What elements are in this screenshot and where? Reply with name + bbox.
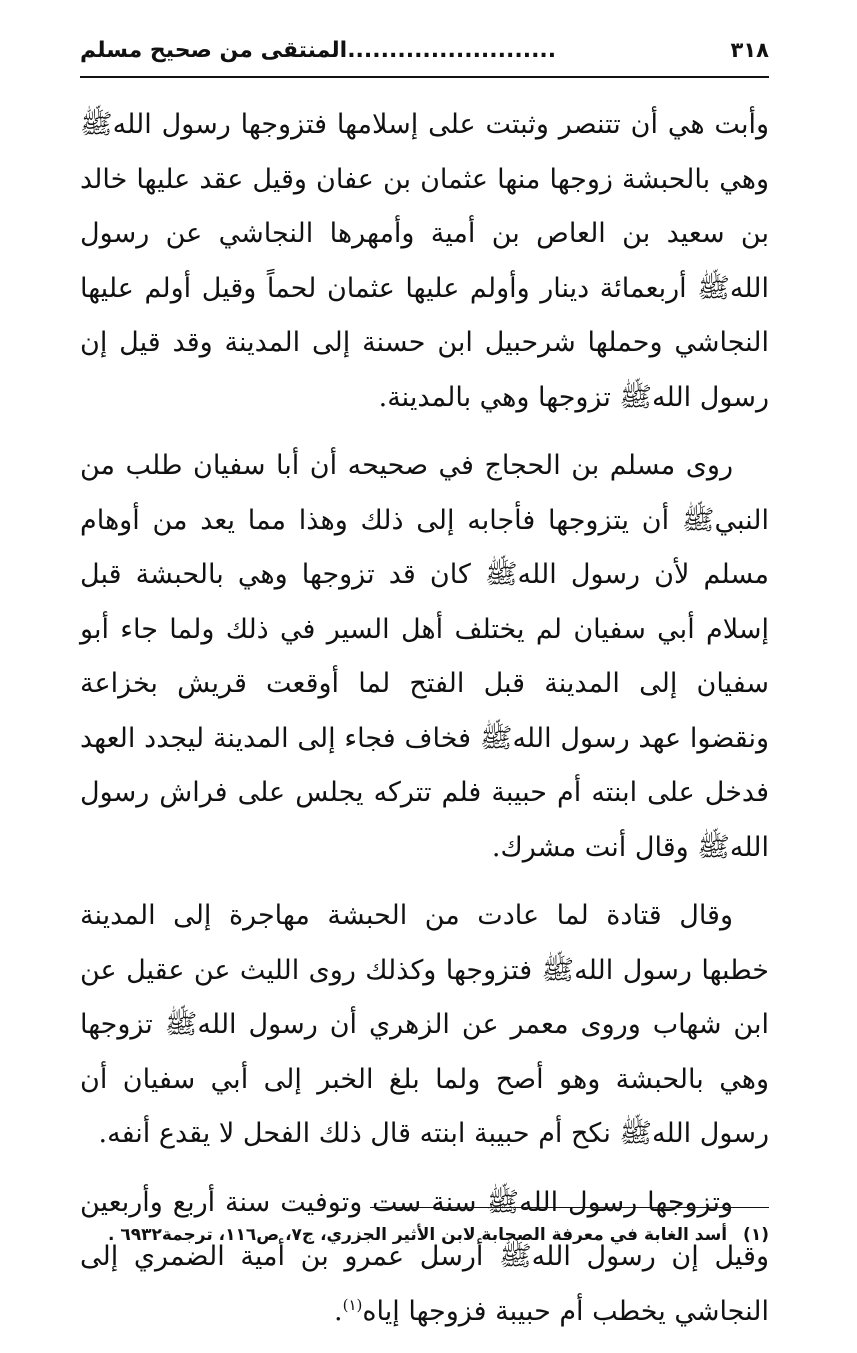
title-dots: ......................... bbox=[347, 37, 557, 63]
footnote-text: أسد الغابة في معرفة الصحابة لابن الأثير الجزري، ج٧، ص١١٦، ترجمة٦٩٣٢ . bbox=[107, 1225, 728, 1245]
paragraph-4-text: وتزوجها رسول اللهﷺ سنة ست وتوفيت سنة أربع وأربعين وقيل إن رسول اللهﷺ أرسل عمرو بن أمية الضمري إلى النجاشي يخطب أم حبيبة فزوجها إياه bbox=[80, 1186, 769, 1327]
main-text bbox=[80, 98, 769, 1353]
running-title-text: المنتقى من صحيح مسلم bbox=[80, 37, 348, 63]
paragraph-1: وأبت هي أن تتنصر وثبتت على إسلامها فتزوجها رسول اللهﷺ وهي بالحبشة زوجها منها عثمان بن عفان وقيل عقد عليها خالد بن سعيد بن العاص بن أمية وأمهرها النجاشي عن رسول اللهﷺ أربعمائة دينار وأولم عليها عثمان لحماً وقيل أولم عليها النجاشي وحملها شرحبيل ابن حسنة إلى المدينة وقد قيل إن رسول اللهﷺ تزوجها وهي بالمدينة. bbox=[80, 109, 769, 413]
footnote bbox=[80, 1220, 769, 1250]
paragraph-3: وقال قتادة لما عادت من الحبشة مهاجرة إلى المدينة خطبها رسول اللهﷺ فتزوجها وكذلك روى الليث عن عقيل عن ابن شهاب وروى معمر عن الزهري أن رسول اللهﷺ تزوجها وهي بالحبشة وهو أصح ولما بلغ الخبر إلى أبي سفيان أن رسول اللهﷺ نكح أم حبيبة ابنته قال ذلك الفحل لا يقدع أنفه. bbox=[80, 900, 769, 1149]
page-number: ٣١٨ bbox=[730, 38, 769, 62]
footnote-divider bbox=[370, 1207, 769, 1208]
running-title bbox=[80, 38, 556, 63]
footnote-number: (١) bbox=[743, 1225, 769, 1245]
paragraph-2: روى مسلم بن الحجاج في صحيحه أن أبا سفيان طلب من النبيﷺ أن يتزوجها فأجابه إلى ذلك وهذا مما يعد من أوهام مسلم لأن رسول اللهﷺ كان قد تزوجها وهي بالحبشة قبل إسلام أبي سفيان لم يختلف أهل السير في ذلك ولما جاء أبو سفيان إلى المدينة قبل الفتح لما أوقعت قريش بخزاعة ونقضوا عهد رسول اللهﷺ فخاف فجاء إلى المدينة ليجدد العهد فدخل على ابنته أم حبيبة فلم تتركه يجلس على فراش رسول اللهﷺ وقال أنت مشرك. bbox=[80, 450, 769, 863]
page-header bbox=[80, 30, 769, 70]
paragraph-4 bbox=[80, 1176, 769, 1340]
footnote-reference[interactable]: (١) bbox=[342, 1295, 363, 1314]
header-divider bbox=[80, 76, 769, 78]
paragraph-4-end: . bbox=[334, 1295, 343, 1327]
